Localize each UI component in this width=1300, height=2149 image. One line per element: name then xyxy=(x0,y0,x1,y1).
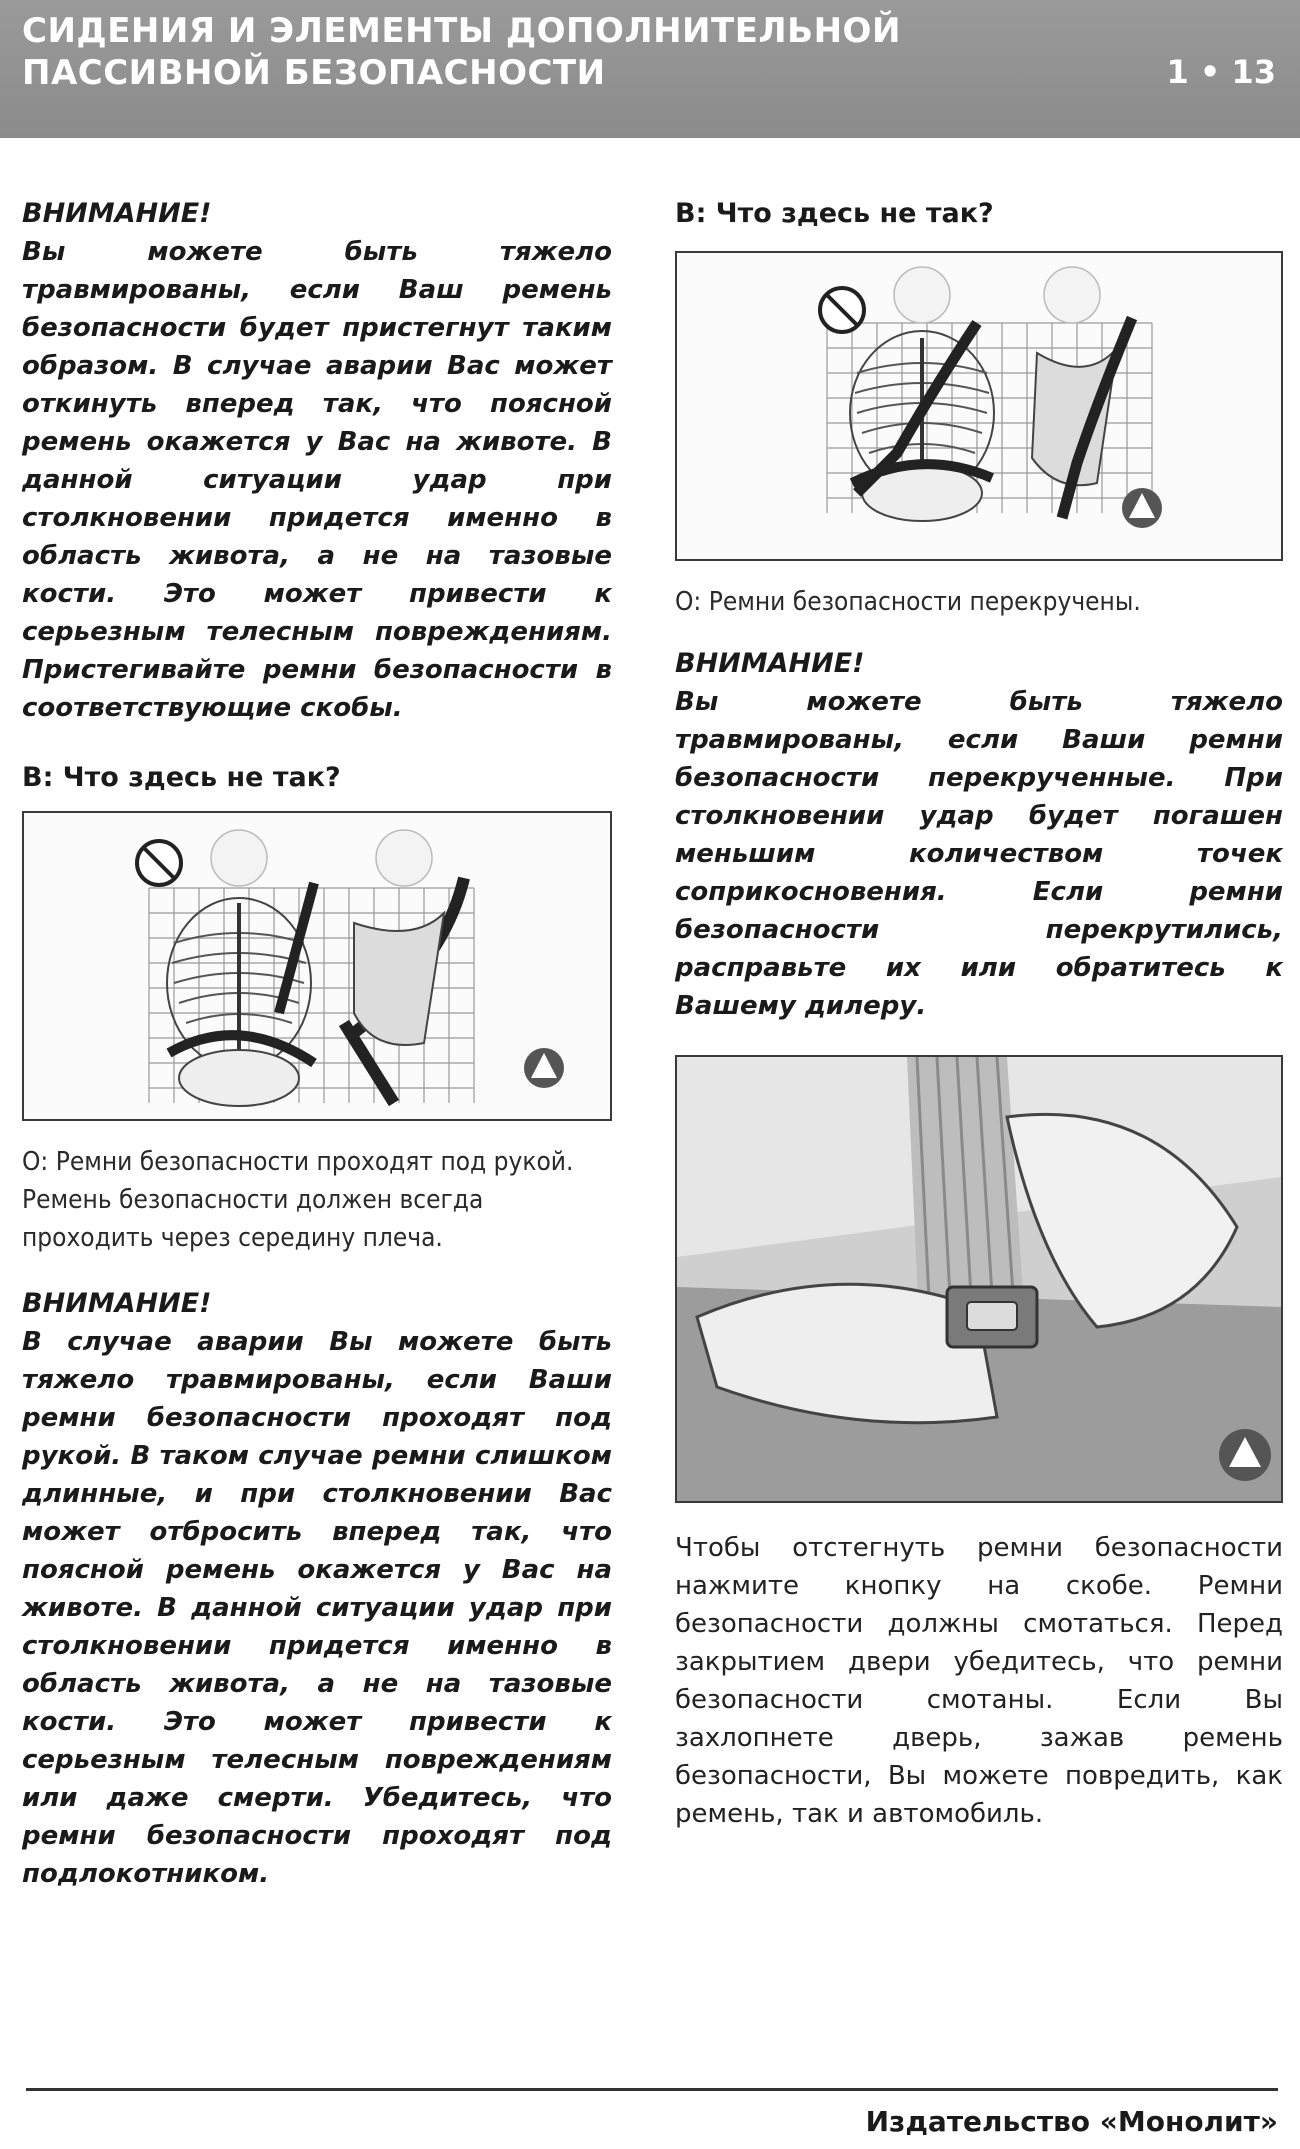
question-heading: В: Что здесь не так? xyxy=(22,762,341,793)
section-title xyxy=(22,10,901,94)
footer-divider xyxy=(26,2088,1278,2091)
left-column xyxy=(22,195,612,1893)
warning-title: ВНИМАНИЕ! xyxy=(22,198,212,229)
skeleton-diagram-icon xyxy=(24,813,610,1119)
page-number: 1 • 13 xyxy=(1166,53,1276,91)
warning-text: Вы можете быть тяжело травмированы, если Ваш ремень безопасности будет пристегнут таким образом. В случае аварии Вас может откинуть вперед так, что поясной ремень окажется у Вас на животе. В данной ситуации удар при столкновении придется именно в область живота, а не на тазовые кости. Это может привести к серьезным телесным повреждениям. Пристегивайте ремни безопасности в соответствующие скобы. xyxy=(22,237,612,723)
publisher-name: Издательство «Монолит» xyxy=(865,2105,1278,2138)
warning-title: ВНИМАНИЕ! xyxy=(22,1288,212,1319)
question-heading: В: Что здесь не так? xyxy=(675,198,994,229)
warning-title: ВНИМАНИЕ! xyxy=(675,648,865,679)
right-column xyxy=(675,195,1283,1833)
skeleton-diagram-icon xyxy=(677,253,1281,559)
seatbelt-buckle-photo-icon xyxy=(677,1057,1281,1501)
answer-text: О: Ремни безопасности проходят под рукой. Ремень безопасности должен всегда проходить через середину плеча. xyxy=(22,1147,574,1253)
section-title-line-2: ПАССИВНОЙ БЕЗОПАСНОСТИ xyxy=(22,53,606,93)
buckle-release-photo xyxy=(675,1055,1283,1503)
answer-text: О: Ремни безопасности перекручены. xyxy=(675,587,1141,617)
seatbelt-under-arm-illustration xyxy=(22,811,612,1121)
twisted-seatbelt-illustration xyxy=(675,251,1283,561)
warning-text: Вы можете быть тяжело травмированы, если Ваши ремни безопасности перекрученные. При столкновении удар будет погашен меньшим количеством точек соприкосновения. Если ремни безопасности перекрутились, расправьте их или обратитесь к Вашему дилеру. xyxy=(675,687,1283,1021)
section-title-line-1: СИДЕНИЯ И ЭЛЕМЕНТЫ ДОПОЛНИТЕЛЬНОЙ xyxy=(22,11,901,51)
release-instructions-text: Чтобы отстегнуть ремни безопасности нажмите кнопку на скобе. Ремни безопасности должны смотаться. Перед закрытием двери убедитесь, что ремни безопасности смотаны. Если Вы захлопнете дверь, зажав ремень безопасности, Вы можете повредить, как ремень, так и автомобиль. xyxy=(675,1533,1283,1829)
page-header xyxy=(0,0,1300,138)
warning-text: В случае аварии Вы можете быть тяжело травмированы, если Ваши ремни безопасности проходят под рукой. В таком случае ремни слишком длинные, и при столкновении Вас может отбросить вперед так, что поясной ремень окажется у Вас на животе. В данной ситуации удар при столкновении придется именно в область живота, а не на тазовые кости. Это может привести к серьезным телесным повреждениям или даже смерти. Убедитесь, что ремни безопасности проходят под подлокотником. xyxy=(22,1327,612,1889)
